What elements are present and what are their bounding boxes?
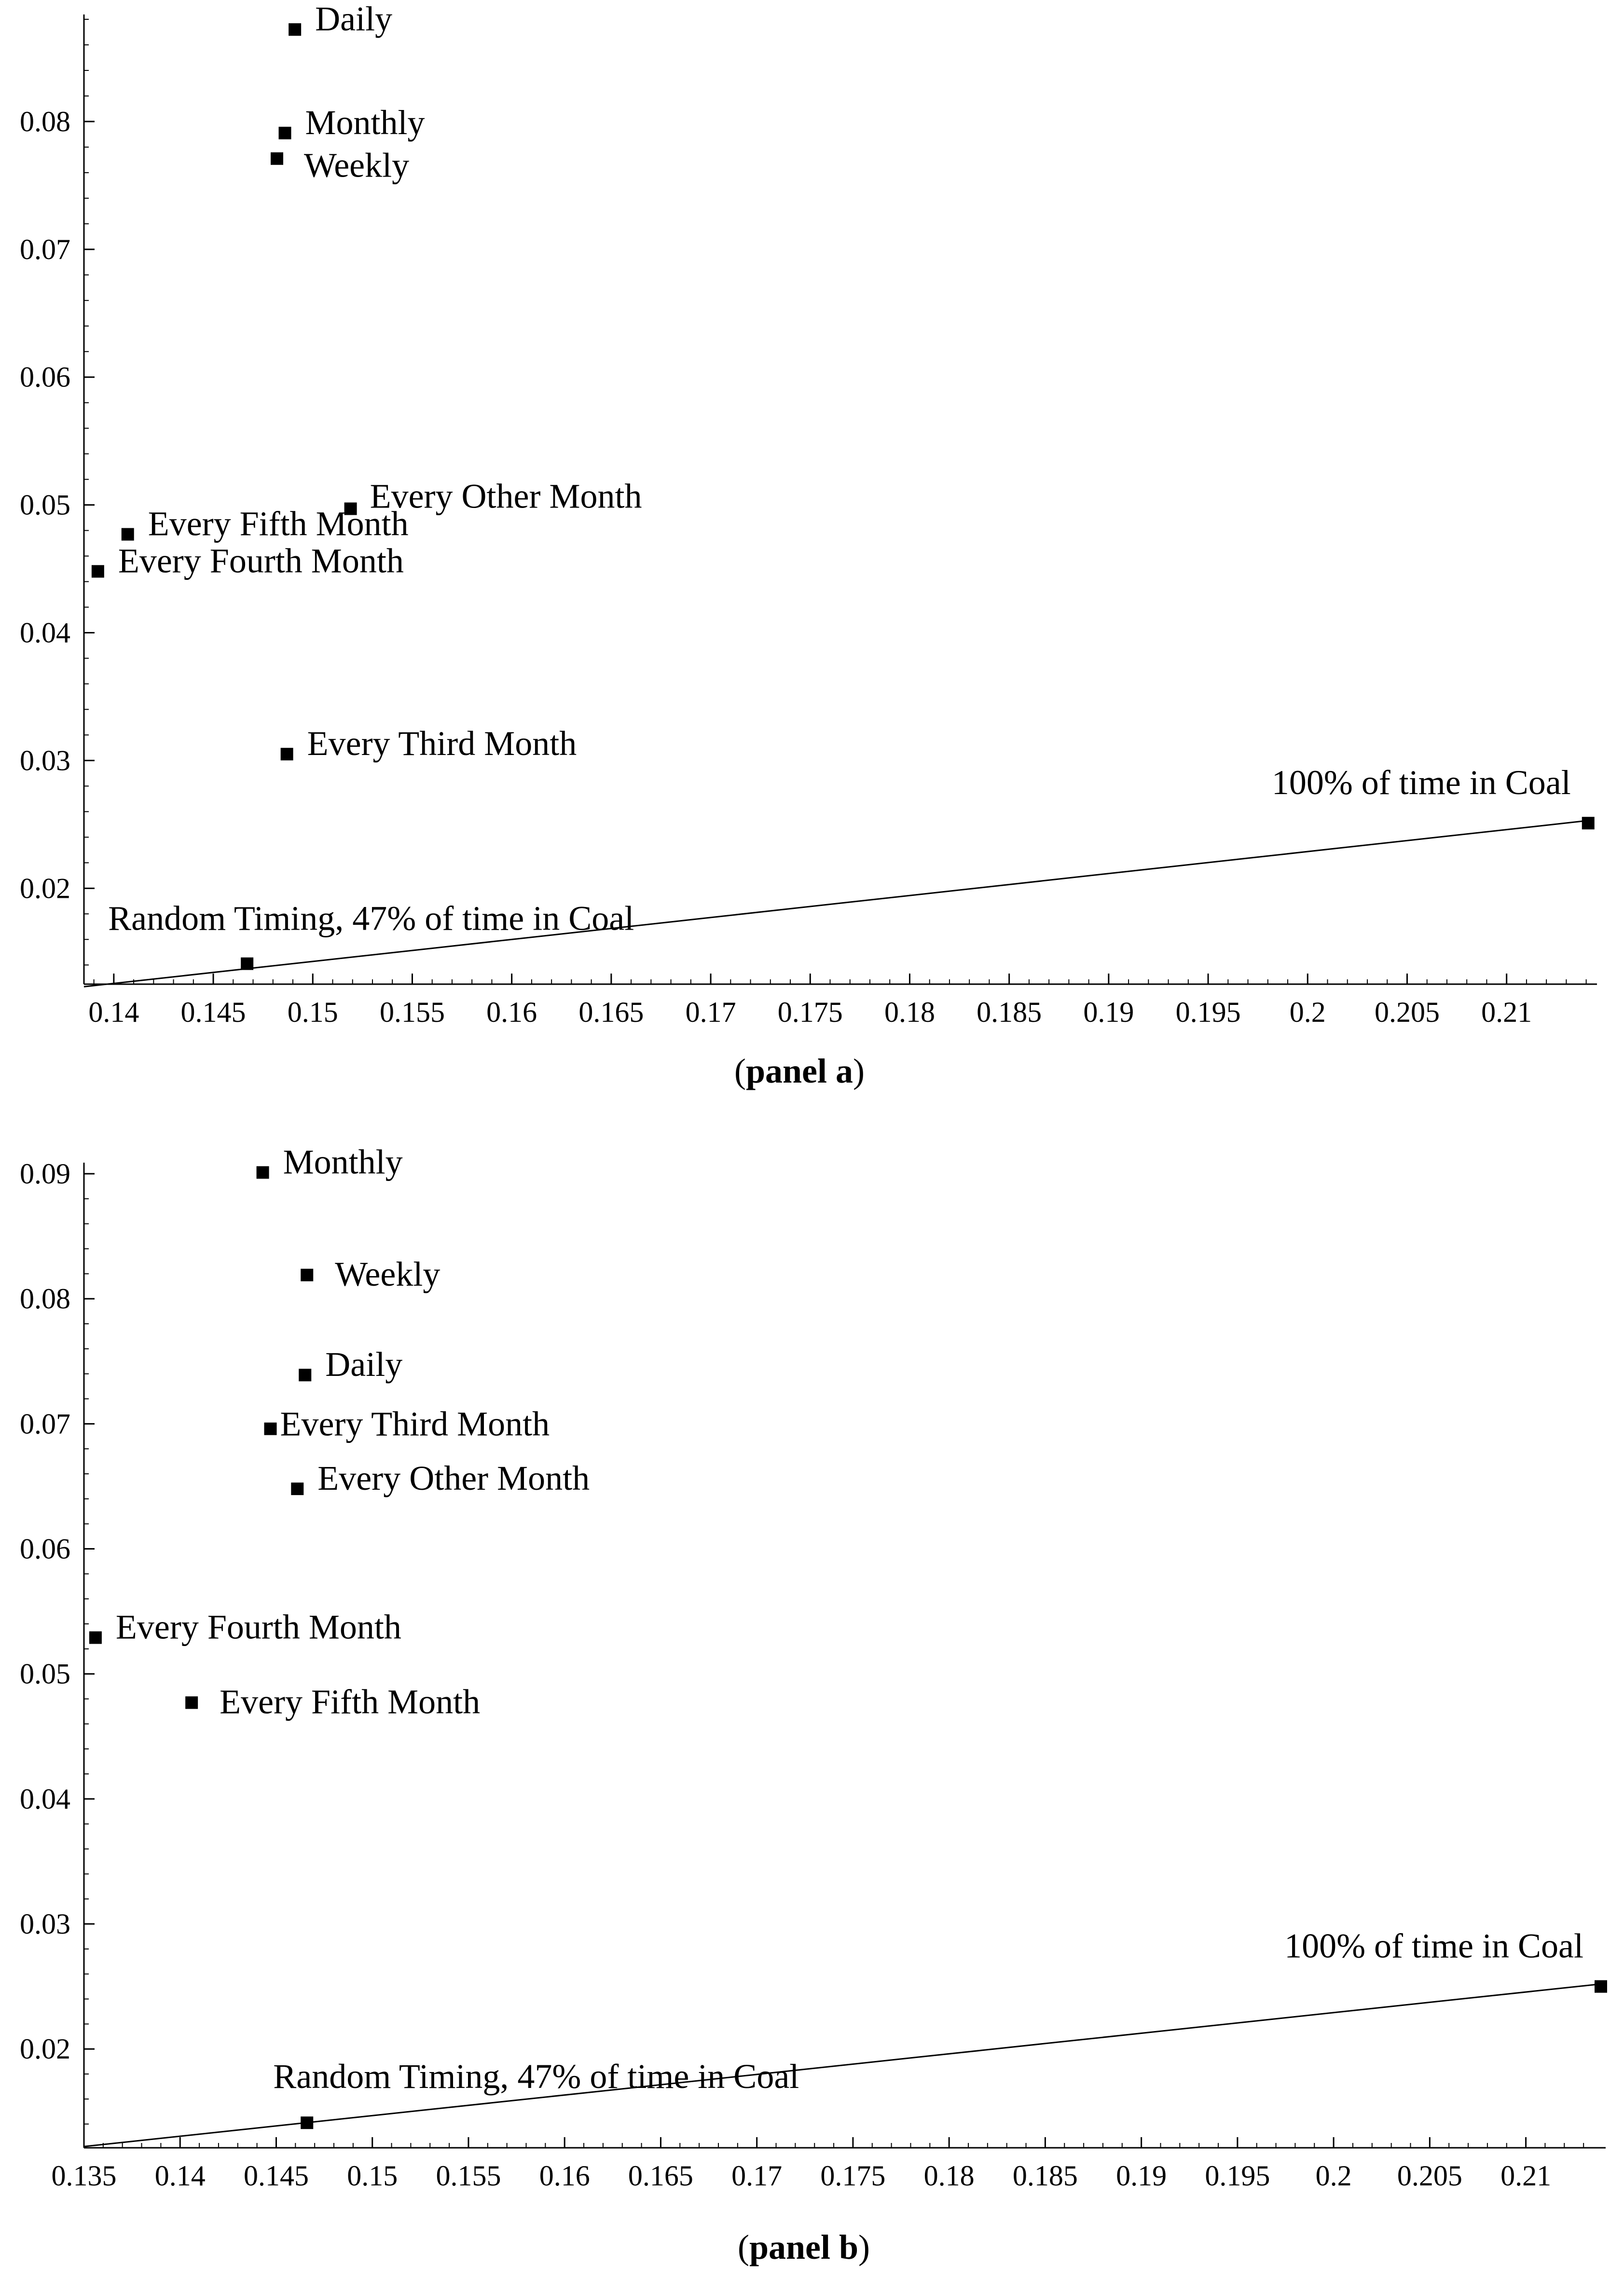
- y-tick-label: 0.05: [20, 489, 70, 521]
- data-point-label: Weekly: [304, 146, 410, 185]
- x-tick-label: 0.165: [578, 996, 644, 1028]
- x-tick-label: 0.145: [243, 2160, 309, 2192]
- y-tick-label: 0.06: [20, 1533, 70, 1565]
- x-tick-label: 0.195: [1205, 2160, 1270, 2192]
- data-point: [289, 23, 301, 36]
- data-point: [1595, 1980, 1607, 1993]
- x-tick-label: 0.175: [820, 2160, 886, 2192]
- data-point-label: Weekly: [335, 1254, 440, 1293]
- y-tick-label: 0.02: [20, 2033, 70, 2065]
- x-tick-label: 0.19: [1083, 996, 1134, 1028]
- x-tick-label: 0.18: [884, 996, 935, 1028]
- x-tick-label: 0.205: [1374, 996, 1440, 1028]
- data-point-label: Daily: [315, 0, 393, 39]
- y-tick-label: 0.08: [20, 1283, 70, 1315]
- x-tick-label: 0.21: [1500, 2160, 1552, 2192]
- x-tick-label: 0.195: [1175, 996, 1241, 1028]
- data-point: [281, 748, 293, 760]
- panel-caption: [734, 1052, 865, 1090]
- data-point-label: Random Timing, 47% of time in Coal: [108, 899, 634, 938]
- data-point: [271, 152, 283, 165]
- data-point-label: Every Fifth Month: [220, 1682, 481, 1721]
- data-point-label: Every Fourth Month: [118, 541, 404, 580]
- y-tick-label: 0.03: [20, 1908, 70, 1940]
- y-tick-label: 0.06: [20, 361, 70, 393]
- data-point-label: Every Fourth Month: [115, 1607, 401, 1647]
- data-point: [279, 127, 291, 139]
- data-point-label: Every Other Month: [370, 477, 642, 516]
- x-tick-label: 0.14: [88, 996, 139, 1028]
- data-point: [122, 528, 134, 541]
- data-point: [1582, 817, 1595, 829]
- x-tick-label: 0.135: [51, 2160, 117, 2192]
- x-tick-label: 0.17: [685, 996, 736, 1028]
- y-tick-label: 0.08: [20, 105, 70, 137]
- data-point-label: 100% of time in Coal: [1271, 763, 1571, 802]
- x-tick-label: 0.2: [1315, 2160, 1352, 2192]
- panel-caption-open: (: [737, 2228, 749, 2266]
- x-tick-label: 0.205: [1397, 2160, 1462, 2192]
- y-tick-label: 0.05: [20, 1658, 70, 1690]
- y-tick-label: 0.04: [20, 617, 70, 649]
- data-point: [257, 1166, 269, 1179]
- x-tick-label: 0.175: [777, 996, 843, 1028]
- data-point-label: Daily: [325, 1345, 403, 1384]
- data-point: [301, 1269, 313, 1281]
- data-point-label: 100% of time in Coal: [1284, 1926, 1583, 1965]
- data-point-label: Random Timing, 47% of time in Coal: [273, 2057, 799, 2096]
- panel-caption-open: (: [734, 1052, 746, 1090]
- data-point-label: Every Fifth Month: [148, 504, 409, 543]
- x-tick-label: 0.145: [180, 996, 246, 1028]
- panel-caption-close: ): [853, 1052, 865, 1090]
- x-tick-label: 0.15: [287, 996, 338, 1028]
- x-tick-label: 0.19: [1116, 2160, 1167, 2192]
- data-point-label: Every Other Month: [317, 1459, 590, 1498]
- x-tick-label: 0.185: [1012, 2160, 1078, 2192]
- y-tick-label: 0.09: [20, 1157, 70, 1190]
- data-point-label: Monthly: [283, 1142, 403, 1181]
- data-point-label: Every Third Month: [307, 724, 577, 763]
- x-tick-label: 0.15: [347, 2160, 398, 2192]
- panel-caption-name: panel a: [745, 1052, 853, 1090]
- y-tick-label: 0.07: [20, 233, 70, 265]
- x-tick-label: 0.16: [539, 2160, 590, 2192]
- data-point: [291, 1483, 303, 1495]
- y-tick-label: 0.02: [20, 872, 70, 905]
- x-tick-label: 0.155: [436, 2160, 501, 2192]
- data-point: [89, 1632, 102, 1644]
- data-point-label: Monthly: [305, 103, 425, 142]
- y-tick-label: 0.03: [20, 744, 70, 777]
- x-tick-label: 0.185: [977, 996, 1042, 1028]
- data-point: [185, 1696, 198, 1709]
- x-tick-label: 0.2: [1289, 996, 1326, 1028]
- panel-caption-close: ): [858, 2228, 870, 2266]
- x-tick-label: 0.14: [154, 2160, 206, 2192]
- panel-caption-name: panel b: [749, 2228, 859, 2266]
- x-tick-label: 0.165: [628, 2160, 693, 2192]
- y-tick-label: 0.07: [20, 1408, 70, 1440]
- data-point-label: Every Third Month: [280, 1404, 550, 1443]
- data-point: [241, 958, 253, 970]
- y-tick-label: 0.04: [20, 1783, 70, 1815]
- panel-caption: [738, 2228, 870, 2266]
- data-point: [301, 2116, 313, 2129]
- x-tick-label: 0.16: [486, 996, 537, 1028]
- x-tick-label: 0.18: [923, 2160, 975, 2192]
- x-tick-label: 0.21: [1481, 996, 1532, 1028]
- data-point: [92, 565, 104, 577]
- data-point: [264, 1423, 277, 1435]
- x-tick-label: 0.155: [379, 996, 445, 1028]
- data-point: [299, 1369, 311, 1381]
- x-tick-label: 0.17: [731, 2160, 783, 2192]
